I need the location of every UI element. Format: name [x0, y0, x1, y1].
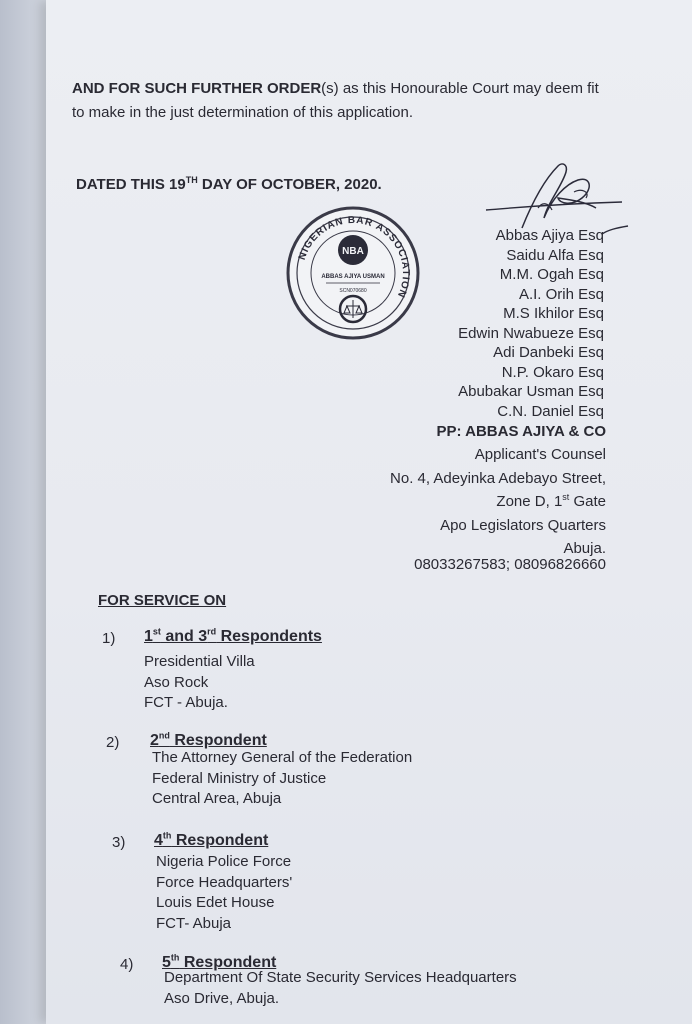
seal-badge-text: NBA — [342, 246, 364, 257]
order-bold-text: AND FOR SUCH FURTHER ORDER — [72, 80, 322, 97]
address-line: The Attorney General of the Federation — [152, 749, 413, 766]
counsel-name: Abubakar Usman Esq — [458, 383, 604, 400]
service-item-number: 4) — [120, 956, 134, 973]
address-gate: Gate — [569, 493, 606, 511]
address-line: FCT - Abuja. — [144, 694, 228, 711]
address-line: Nigeria Police Force — [156, 853, 292, 870]
address-line: Department Of State Security Services Headquarters — [164, 969, 517, 986]
counsel-name: Saidu Alfa Esq — [506, 246, 604, 264]
address-zone: Zone D, 1 — [496, 493, 563, 511]
counsel-list — [458, 226, 604, 421]
dated-prefix: DATED THIS 19 — [76, 176, 186, 193]
service-item-title: 2nd Respondent — [150, 730, 267, 749]
firm-block — [390, 420, 606, 560]
service-item-number: 2) — [106, 734, 120, 751]
dated-suffix: DAY OF OCTOBER, 2020. — [197, 176, 382, 193]
service-heading: FOR SERVICE ON — [98, 592, 227, 609]
seal-number-text: SCN070680 — [339, 288, 367, 294]
dated-sup: TH — [185, 175, 198, 185]
address-line: Federal Ministry of Justice — [152, 769, 327, 787]
counsel-name: Adi Danbeki Esq — [493, 344, 604, 361]
service-item-title: 4th Respondent — [154, 830, 269, 849]
counsel-name: A.I. Orih Esq — [518, 285, 604, 303]
firm-address-line — [390, 490, 606, 513]
address-sup: st — [562, 492, 570, 503]
service-item-number: 1) — [102, 630, 116, 647]
firm-address-line: Apo Legislators Quarters — [440, 516, 606, 534]
service-item-address — [156, 852, 292, 934]
order-rest-text: (s) as this Honourable Court may deem fit — [321, 80, 599, 97]
firm-address-line: No. 4, Adeyinka Adebayo Street, — [390, 469, 606, 487]
address-line: Force Headquarters' — [156, 873, 293, 891]
counsel-name: Edwin Nwabueze Esq — [458, 324, 604, 342]
dated-line — [76, 176, 382, 194]
service-item-address — [144, 652, 255, 714]
firm-name: PP: ABBAS AJIYA & CO — [436, 423, 606, 440]
counsel-name: M.S Ikhilor Esq — [503, 305, 604, 322]
firm-phone: 08033267583; 08096826660 — [414, 556, 606, 573]
seal-name-text: ABBAS AJIYA USMAN — [321, 274, 385, 280]
address-line: Louis Edet House — [156, 894, 275, 911]
address-line: FCT- Abuja — [156, 914, 232, 932]
firm-address-line: Abuja. — [563, 540, 606, 558]
service-item-title: 1st and 3rd Respondents — [144, 626, 322, 645]
service-item-number: 3) — [112, 834, 126, 851]
service-item-title: 5th Respondent — [162, 952, 277, 971]
order-line-1 — [72, 80, 599, 98]
seal-ring-text: NIGERIAN BAR ASSOCIATION — [296, 214, 412, 300]
counsel-name: N.P. Okaro Esq — [501, 363, 604, 381]
address-line: Aso Rock — [144, 673, 209, 691]
counsel-name: C.N. Daniel Esq — [497, 402, 604, 420]
nba-seal-stamp — [286, 206, 420, 340]
address-line: Central Area, Abuja — [152, 790, 282, 807]
service-item-address — [164, 968, 517, 1009]
counsel-name: Abbas Ajiya Esq — [495, 227, 604, 244]
service-item-address — [152, 748, 412, 810]
counsel-name: M.M. Ogah Esq — [499, 266, 604, 283]
address-line: Presidential Villa — [144, 653, 255, 670]
order-line-2: to make in the just determination of this application. — [72, 104, 414, 121]
firm-role: Applicant's Counsel — [474, 446, 606, 464]
address-line: Aso Drive, Abuja. — [164, 989, 280, 1007]
